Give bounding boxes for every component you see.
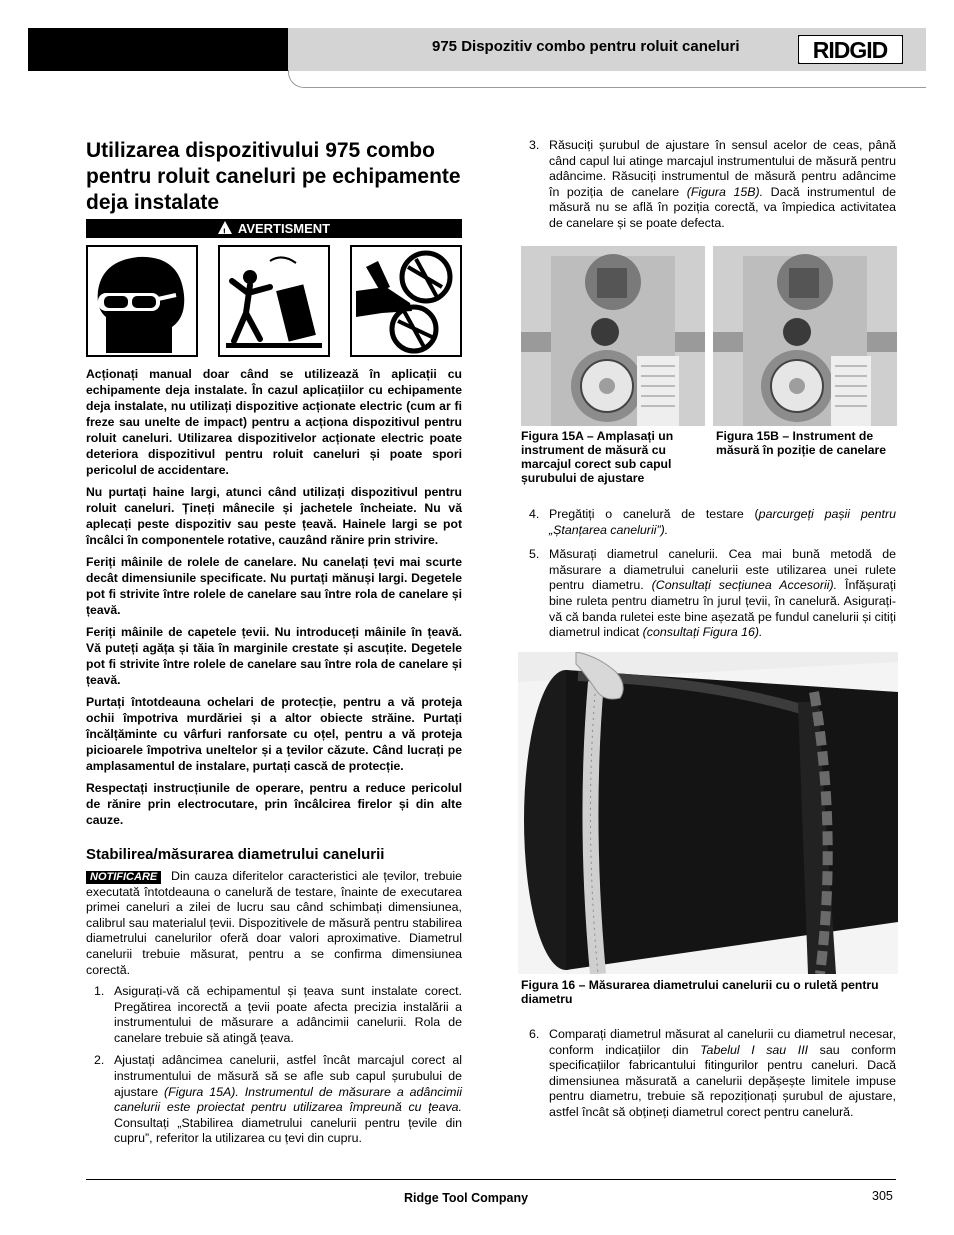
warning-label: AVERTISMENT bbox=[237, 221, 331, 236]
notice-text: Din cauza diferitelor caracteristici ale țevilor, trebuie executată întotdeauna o canelură de testare, înainte de executarea primei caneluri a zilei de lucru sau când schimbați dimensiunea, calibrul sau materialul țevii. Dispozitivele de măsură pentru stabilirea diametrului canelurilor oferă doar valori aproximative. Diametrul canelurii trebuie măsurat, pentru a se confirma dimensiunea corectă. bbox=[86, 869, 462, 977]
warning-paragraph: Feriți mâinile de capetele țevii. Nu introduceți mâinile în țeavă. Vă puteți agăța și tăia în marginile crestate și ascuțite. Degetele pot fi strivite între rolele de canelare sau între rola de canelare și țeavă. bbox=[86, 625, 462, 687]
figure-16-caption-text: Figura 16 – Măsurarea diametrului canelurii cu o ruletă pentru diametru bbox=[521, 978, 879, 1006]
page-number: 305 bbox=[872, 1189, 893, 1203]
warning-bar bbox=[86, 219, 462, 238]
notice-paragraph bbox=[86, 869, 462, 978]
footer-company: Ridge Tool Company bbox=[404, 1191, 529, 1205]
warning-paragraph: Purtați întotdeauna ochelari de protecție, pentru a vă proteja ochii împotriva murdăriei și a altor obiecte străine. Purtați încălțăminte cu vârfuri ranforsate cu oțel, pentru a vă proteja picioarele împotriva uneltelor și a țevilor căzute. Când lucrați pe amplasamentul de instalare, purtați cască de protecție. bbox=[86, 695, 462, 773]
header-black-band bbox=[28, 28, 290, 71]
steps-list-right bbox=[521, 507, 896, 641]
warning-text bbox=[86, 366, 462, 834]
ridgid-logo bbox=[798, 35, 903, 64]
step-2: 2. Ajustați adâncimea canelurii, astfel încât marcajul corect al instrumentului de măsură să se afle sub capul șurubului de ajustare (Figura 15A). Instrumentul de măsurare a adâncimii canelurii este proiectat pentru utilizarea împreună cu țeava. Consultați „Stabilirea diametrului canelurii pentru țevile din cupru”, referitor la utilizarea cu țevi din cupru. bbox=[94, 1053, 462, 1146]
figure-15a-caption: Figura 15A – Amplasați un instrument de măsură cu marcajul corect sub capul șurubului de ajustare bbox=[521, 429, 674, 485]
figure-15b-photo bbox=[713, 246, 897, 426]
section-title: Utilizarea dispozitivului 975 combo pentru roluit caneluri pe echipamente deja instalate bbox=[86, 139, 461, 214]
warning-paragraph: Acționați manual doar când se utilizează în aplicații cu echipamente deja instalate. În cazul aplicațiilor cu echipamente deja instalate, nu utilizați dispozitive acționate electric (cum ar fi freze sau unelte de impact) pentru a acționa dispozitivul pentru roluit caneluri. Utilizarea dispozitivelor acționate electric poate deteriora dispozitivul pentru roluit caneluri și poate spori pericolul de accidentare. bbox=[86, 367, 462, 477]
step-4: 4. Pregătiți o canelură de testare (parcurgeți pașii pentru „Ștanțarea canelurii”). bbox=[529, 507, 896, 537]
warning-paragraph: Feriți mâinile de rolele de canelare. Nu canelați țevi mai scurte decât dimensiunile specificate. Nu purtați mănuși largi. Degetele pot fi strivite între rolele de canelare sau între rola de canelare și țeavă. bbox=[86, 555, 462, 617]
step-6-list bbox=[521, 1027, 896, 1121]
warning-paragraph: Respectați instrucțiunile de operare, pentru a reduce pericolul de rănire prin electrocutare, prin încâlcirea firelor și din alte cauze. bbox=[86, 781, 462, 827]
figure-16-photo bbox=[518, 652, 898, 974]
falling-object-icon bbox=[218, 245, 330, 357]
warning-paragraph: Nu purtați haine largi, atunci când utilizați dispozitivul pentru roluit caneluri. Țineți mânecile și jachetele încheiate. Nu vă aplecați peste dispozitiv sau peste țeavă. Hainele largi se pot încâlci în componentele rotative, cauzând rănire prin strivire. bbox=[86, 485, 462, 547]
notice-label: NOTIFICARE bbox=[86, 871, 161, 884]
figure-15b-caption: Figura 15B – Instrument de măsură în poziție de canelare bbox=[716, 429, 887, 457]
warning-triangle-icon: ! bbox=[218, 221, 232, 234]
step-6: 6. Comparați diametrul măsurat al canelurii cu diametrul necesar, conform indicațiilor din Tabelul I sau III sau conform specificațiilor fabricantului fitingurilor pentru caneluri. Dacă dimensiunea măsurată a canelurii depășește limitele impuse pentru diametru, trebuie să repoziționați șurubul de ajustare, astfel încât să obțineți diametrul corect pentru canelură. bbox=[529, 1027, 897, 1119]
step-5: 5. Măsurați diametrul canelurii. Cea mai bună metodă de măsurare a diametrului canelurii este utilizarea unei rulete pentru diametru. (Consultați secțiunea Accesorii). Înfășurați bine ruleta pentru diametru în jurul țevii, în canelură. Asigurați-vă că banda ruletei este bine așezată pe fundul canelurii și citiți diametrul indicat (consultați Figura 16). bbox=[529, 547, 896, 640]
steps-list-left bbox=[86, 984, 462, 1147]
step-3-list bbox=[521, 138, 896, 232]
svg-text:RIDGID: RIDGID bbox=[812, 37, 888, 63]
figure-16-caption bbox=[521, 978, 899, 1006]
header-rule bbox=[288, 70, 926, 88]
subsection-title: Stabilirea/măsurarea diametrului canelurii bbox=[86, 846, 385, 863]
step-1: 1. Asigurați-vă că echipamentul și țeava sunt instalate corect. Pregătirea incorectă a țevii poate afecta precizia instalării a instrumentului de măsurare a adâncimii canelurii. Rola de canelare trebuie să atingă țeava. bbox=[94, 984, 462, 1045]
crush-rollers-icon bbox=[350, 245, 462, 357]
safety-glasses-icon bbox=[86, 245, 198, 357]
figure-15a-photo bbox=[521, 246, 705, 426]
header-title: 975 Dispozitiv combo pentru roluit caneluri bbox=[432, 38, 740, 55]
footer-rule bbox=[86, 1179, 896, 1180]
step-3: 3. Răsuciți șurubul de ajustare în sensul acelor de ceas, până când capul lui atinge marcajul instrumentului de măsură pentru adâncime. Răsuciți instrumentul de măsură pentru adâncime în poziția de canelare (Figura 15B). Dacă instrumentul de măsură nu se află în poziția corectă, va împiedica activitatea de canelare și se poate defecta. bbox=[529, 138, 896, 230]
